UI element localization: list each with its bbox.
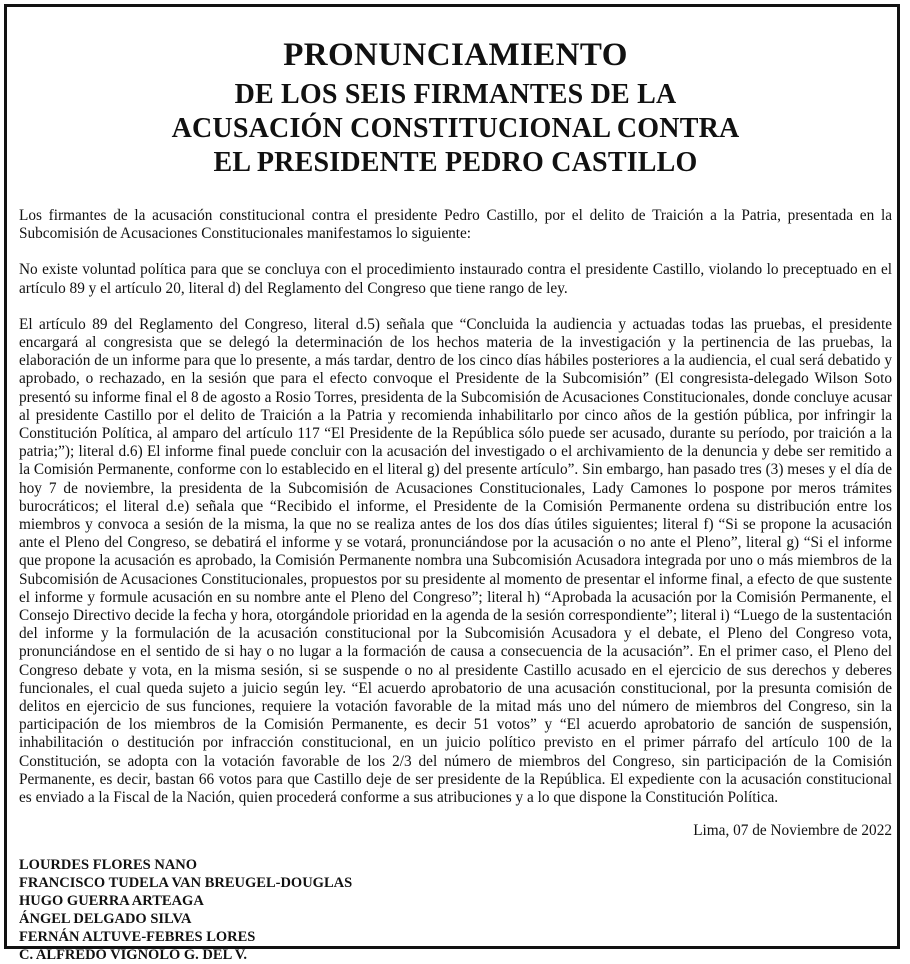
- intro-paragraph: Los firmantes de la acusación constitucional contra el presidente Pedro Castillo, por el delito de Traición a la Patria, presentada en la Subcomisión de Acusaciones Constitucionales manifestamos lo siguiente:: [19, 207, 892, 243]
- statement-paragraph: No existe voluntad política para que se concluya con el procedimiento instaurado contra el presidente Castillo, violando lo preceptuado en el artículo 89 y el artículo 20, literal d) del Reglamento del Congreso que tiene rango de ley.: [19, 261, 892, 297]
- document-subtitle-line-1: DE LOS SEIS FIRMANTES DE LA: [234, 79, 677, 110]
- document-subtitle-line-2: ACUSACIÓN CONSTITUCIONAL CONTRA: [171, 113, 740, 144]
- signatures-list: [19, 856, 892, 964]
- signatory-name: FERNÁN ALTUVE-FEBRES LORES: [19, 929, 256, 946]
- signatory-name: HUGO GUERRA ARTEAGA: [19, 893, 204, 910]
- signatory-name: C. ALFREDO VIGNOLO G. DEL V.: [19, 947, 248, 964]
- signatory-name: ÁNGEL DELGADO SILVA: [19, 911, 192, 928]
- document-page: [19, 30, 892, 964]
- document-date: Lima, 07 de Noviembre de 2022: [693, 822, 892, 840]
- document-subtitle-line-3: EL PRESIDENTE PEDRO CASTILLO: [213, 147, 698, 178]
- document-title: PRONUNCIAMIENTO: [283, 37, 628, 73]
- signatory-name: LOURDES FLORES NANO: [19, 857, 198, 874]
- signatory-name: FRANCISCO TUDELA VAN BREUGEL-DOUGLAS: [19, 875, 353, 892]
- legal-argument-paragraph: El artículo 89 del Reglamento del Congreso, literal d.5) señala que “Concluida la audiencia y actuadas todas las pruebas, el presidente encargará al congresista que se delegó la determinación de los hechos materia de la investigación y la pertinencia de las pruebas, la elaboración de un informe para que lo presente, a más tardar, dentro de los cinco días hábiles posteriores a la audiencia, el cual será debatido y aprobado, o rechazado, en la sesión que para el efecto convoque el Presidente de la Subcomisión” (El congresista-delegado Wilson Soto presentó su informe final el 8 de agosto a Rosio Torres, presidenta de la Subcomisión de Acusaciones Constitucionales, donde concluye acusar al presidente Castillo por el delito de Traición a la Patria y recomienda inhabilitarlo por cinco años de la gestión pública, por infringir la Constitución Política, al amparo del artículo 117 “El Presidente de la República sólo puede ser acusado, durante su período, por traición a la patria;”); literal d.6) El informe final puede concluir con la acusación del investigado o el archivamiento de la denuncia y debe ser remitido a la Comisión Permanente, conforme con lo establecido en el literal g) del presente artículo”. Sin embargo, han pasado tres (3) meses y el día de hoy 7 de noviembre, la presidenta de la Subcomisión de Acusaciones Constitucionales, Lady Camones lo pospone por meros trámites burocráticos; el literal d.e) señala que “Recibido el informe, el Presidente de la Comisión Permanente ordena su distribución entre los miembros y convoca a sesión de la misma, la que no se realiza antes de los dos días útiles siguientes; literal f) “Si se propone la acusación ante el Pleno del Congreso, se debatirá el informe y se votará, pronunciándose por la acusación o no ante el Pleno”, literal g) “Si el informe que propone la acusación es aprobado, la Comisión Permanente nombra una Subcomisión Acusadora integrada por uno o más miembros de la Subcomisión de Acusaciones Constitucionales, propuestos por su presidente al momento de presentar el informe final, a efecto de que sustente el informe y formule acusación en su nombre ante el Pleno del Congreso”; literal h) “Aprobada la acusación por la Comisión Permanente, el Consejo Directivo decide la fecha y hora, otorgándole prioridad en la agenda de la sesión correspondiente”; literal i) “Luego de la sustentación del informe y la formulación de la acusación constitucional por la Subcomisión Acusadora y el debate, el Pleno del Congreso vota, pronunciándose en el sentido de si hay o no lugar a la formación de causa a consecuencia de la acusación”. En el primer caso, el Pleno del Congreso debate y vota, en la misma sesión, si se suspende o no al presidente Castillo acusado en el ejercicio de sus derechos y deberes funcionales, el cual queda sujeto a juicio según ley. “El acuerdo aprobatorio de una acusación constitucional, por la presunta comisión de delitos en ejercicio de sus funciones, requiere la votación favorable de la mitad más uno del número de miembros del Congreso, sin la participación de los miembros de la Comisión Permanente, es decir 51 votos” y “El acuerdo aprobatorio de sanción de suspensión, inhabilitación o destitución por infracción constitucional, en un juicio político previsto en el primer párrafo del artículo 100 de la Constitución, se adopta con la votación favorable de los 2/3 del número de miembros del Congreso, sin participación de la Comisión Permanente, es decir, bastan 66 votos para que Castillo deje de ser presidente de la República. El expediente con la acusación constitucional es enviado a la Fiscal de la Nación, quien procederá conforme a sus atribuciones y a lo que dispone la Constitución Política.: [19, 315, 893, 807]
